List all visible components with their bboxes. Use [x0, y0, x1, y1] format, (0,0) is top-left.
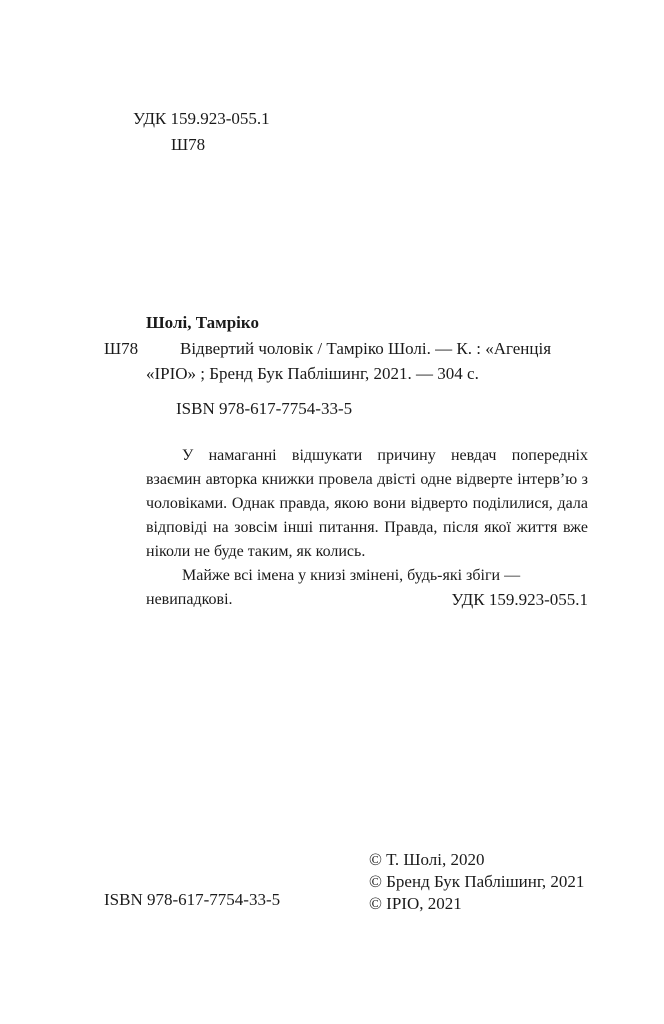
title-line-1: Відвертий чоловік / Тамріко Шолі. — К. : «Агенція	[180, 339, 552, 358]
isbn-record: ISBN 978-617-7754-33-5	[176, 399, 353, 418]
copyright-line: © ІРІО, 2021	[369, 894, 462, 913]
copyright-line: © Бренд Бук Паблішинг, 2021	[369, 872, 585, 891]
udk-code-bottom: УДК 159.923-055.1	[451, 590, 588, 609]
title-line-2: «ІРІО» ; Бренд Бук Паблішинг, 2021. — 304 с.	[146, 364, 479, 383]
cutter-number-top: Ш78	[171, 135, 206, 154]
annotation-text	[146, 444, 588, 612]
copyright-block	[369, 849, 584, 915]
annotation-paragraph: У намаганні відшукати причину невдач попередніх взаємин авторка книжки провела двісті одне відверте інтерв’ю з чоловіками. Однак правда, якою вони відверто поділилися, дала відповіді на зовсім інші питання. Правда, після якої життя вже ніколи не буде таким, як колись.	[146, 447, 588, 560]
annotation-note: Майже всі імена у книзі змінені, будь-які збіги — невипадкові.	[146, 567, 521, 608]
udk-code-top: УДК 159.923-055.1	[133, 109, 270, 128]
copyright-line: © Т. Шолі, 2020	[369, 850, 485, 869]
isbn-bottom: ISBN 978-617-7754-33-5	[104, 890, 281, 909]
cutter-number: Ш78	[104, 339, 139, 358]
author-name: Шолі, Тамріко	[146, 313, 259, 332]
